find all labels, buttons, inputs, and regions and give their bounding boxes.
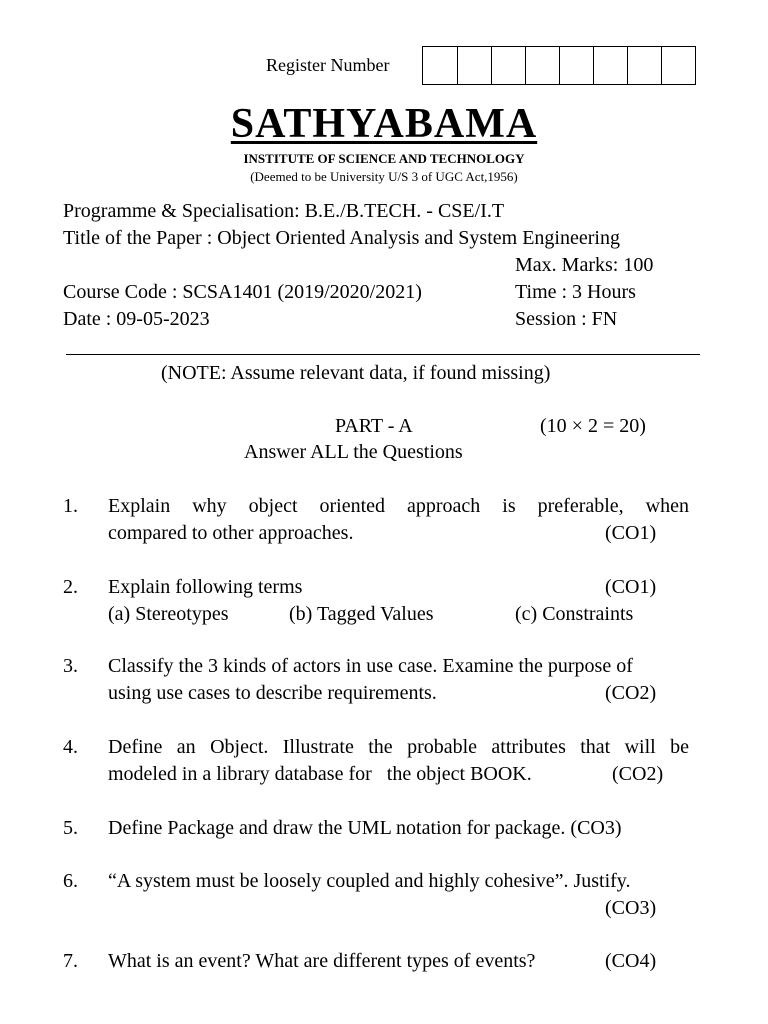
part-marks: (10 × 2 = 20) bbox=[540, 415, 646, 437]
register-number-boxes bbox=[422, 46, 696, 85]
deemed-university-line: (Deemed to be University U/S 3 of UGC Act,1956) bbox=[250, 169, 518, 184]
register-digit-box bbox=[627, 47, 661, 84]
option-a: (a) Stereotypes bbox=[108, 603, 229, 625]
question-number: 7. bbox=[63, 950, 78, 972]
institute-subtitle: INSTITUTE OF SCIENCE AND TECHNOLOGY bbox=[243, 151, 525, 166]
question-number: 5. bbox=[63, 817, 78, 839]
register-digit-box bbox=[423, 47, 457, 84]
register-digit-box bbox=[457, 47, 491, 84]
register-digit-box bbox=[525, 47, 559, 84]
question-number: 6. bbox=[63, 870, 78, 892]
note-line: (NOTE: Assume relevant data, if found missing) bbox=[161, 362, 551, 384]
exam-time: Time : 3 Hours bbox=[515, 281, 636, 303]
question-number: 4. bbox=[63, 736, 78, 758]
exam-date: Date : 09-05-2023 bbox=[63, 308, 210, 330]
part-title: PART - A bbox=[335, 415, 413, 437]
institution-name: SATHYABAMA bbox=[230, 101, 538, 147]
question-text: Explain following terms bbox=[108, 576, 303, 598]
exam-session: Session : FN bbox=[515, 308, 618, 330]
option-b: (b) Tagged Values bbox=[289, 603, 434, 625]
max-marks: Max. Marks: 100 bbox=[515, 254, 654, 276]
course-outcome-tag: (CO2) bbox=[612, 763, 664, 785]
programme-line: Programme & Specialisation: B.E./B.TECH. - CSE/I.T bbox=[63, 200, 505, 222]
question-text: “A system must be loosely coupled and highly cohesive”. Justify. bbox=[108, 870, 631, 892]
header-divider bbox=[66, 354, 700, 355]
question-number: 3. bbox=[63, 655, 78, 677]
paper-title-line: Title of the Paper : Object Oriented Analysis and System Engineering bbox=[63, 227, 620, 249]
question-text: Explain why object oriented approach is preferable, when bbox=[108, 495, 689, 517]
course-outcome-tag: (CO3) bbox=[605, 897, 657, 919]
register-number-label: Register Number bbox=[266, 55, 390, 75]
course-outcome-tag: (CO1) bbox=[605, 576, 657, 598]
register-digit-box bbox=[661, 47, 695, 84]
register-digit-box bbox=[559, 47, 593, 84]
question-text: modeled in a library database for the object BOOK. bbox=[108, 763, 532, 785]
course-code: Course Code : SCSA1401 (2019/2020/2021) bbox=[63, 281, 422, 303]
question-text: using use cases to describe requirements. bbox=[108, 682, 437, 704]
course-outcome-tag: (CO2) bbox=[605, 682, 657, 704]
register-digit-box bbox=[491, 47, 525, 84]
course-outcome-tag: (CO4) bbox=[605, 950, 657, 972]
question-text: Define an Object. Illustrate the probable attributes that will be bbox=[108, 736, 689, 758]
option-c: (c) Constraints bbox=[515, 603, 634, 625]
question-text: What is an event? What are different types of events? bbox=[108, 950, 536, 972]
part-instruction: Answer ALL the Questions bbox=[244, 441, 463, 463]
register-digit-box bbox=[593, 47, 627, 84]
question-number: 1. bbox=[63, 495, 78, 517]
question-text: Define Package and draw the UML notation for package. (CO3) bbox=[108, 817, 622, 839]
question-text: Classify the 3 kinds of actors in use case. Examine the purpose of bbox=[108, 655, 633, 677]
question-text: compared to other approaches. bbox=[108, 522, 354, 544]
question-number: 2. bbox=[63, 576, 78, 598]
course-outcome-tag: (CO1) bbox=[605, 522, 657, 544]
